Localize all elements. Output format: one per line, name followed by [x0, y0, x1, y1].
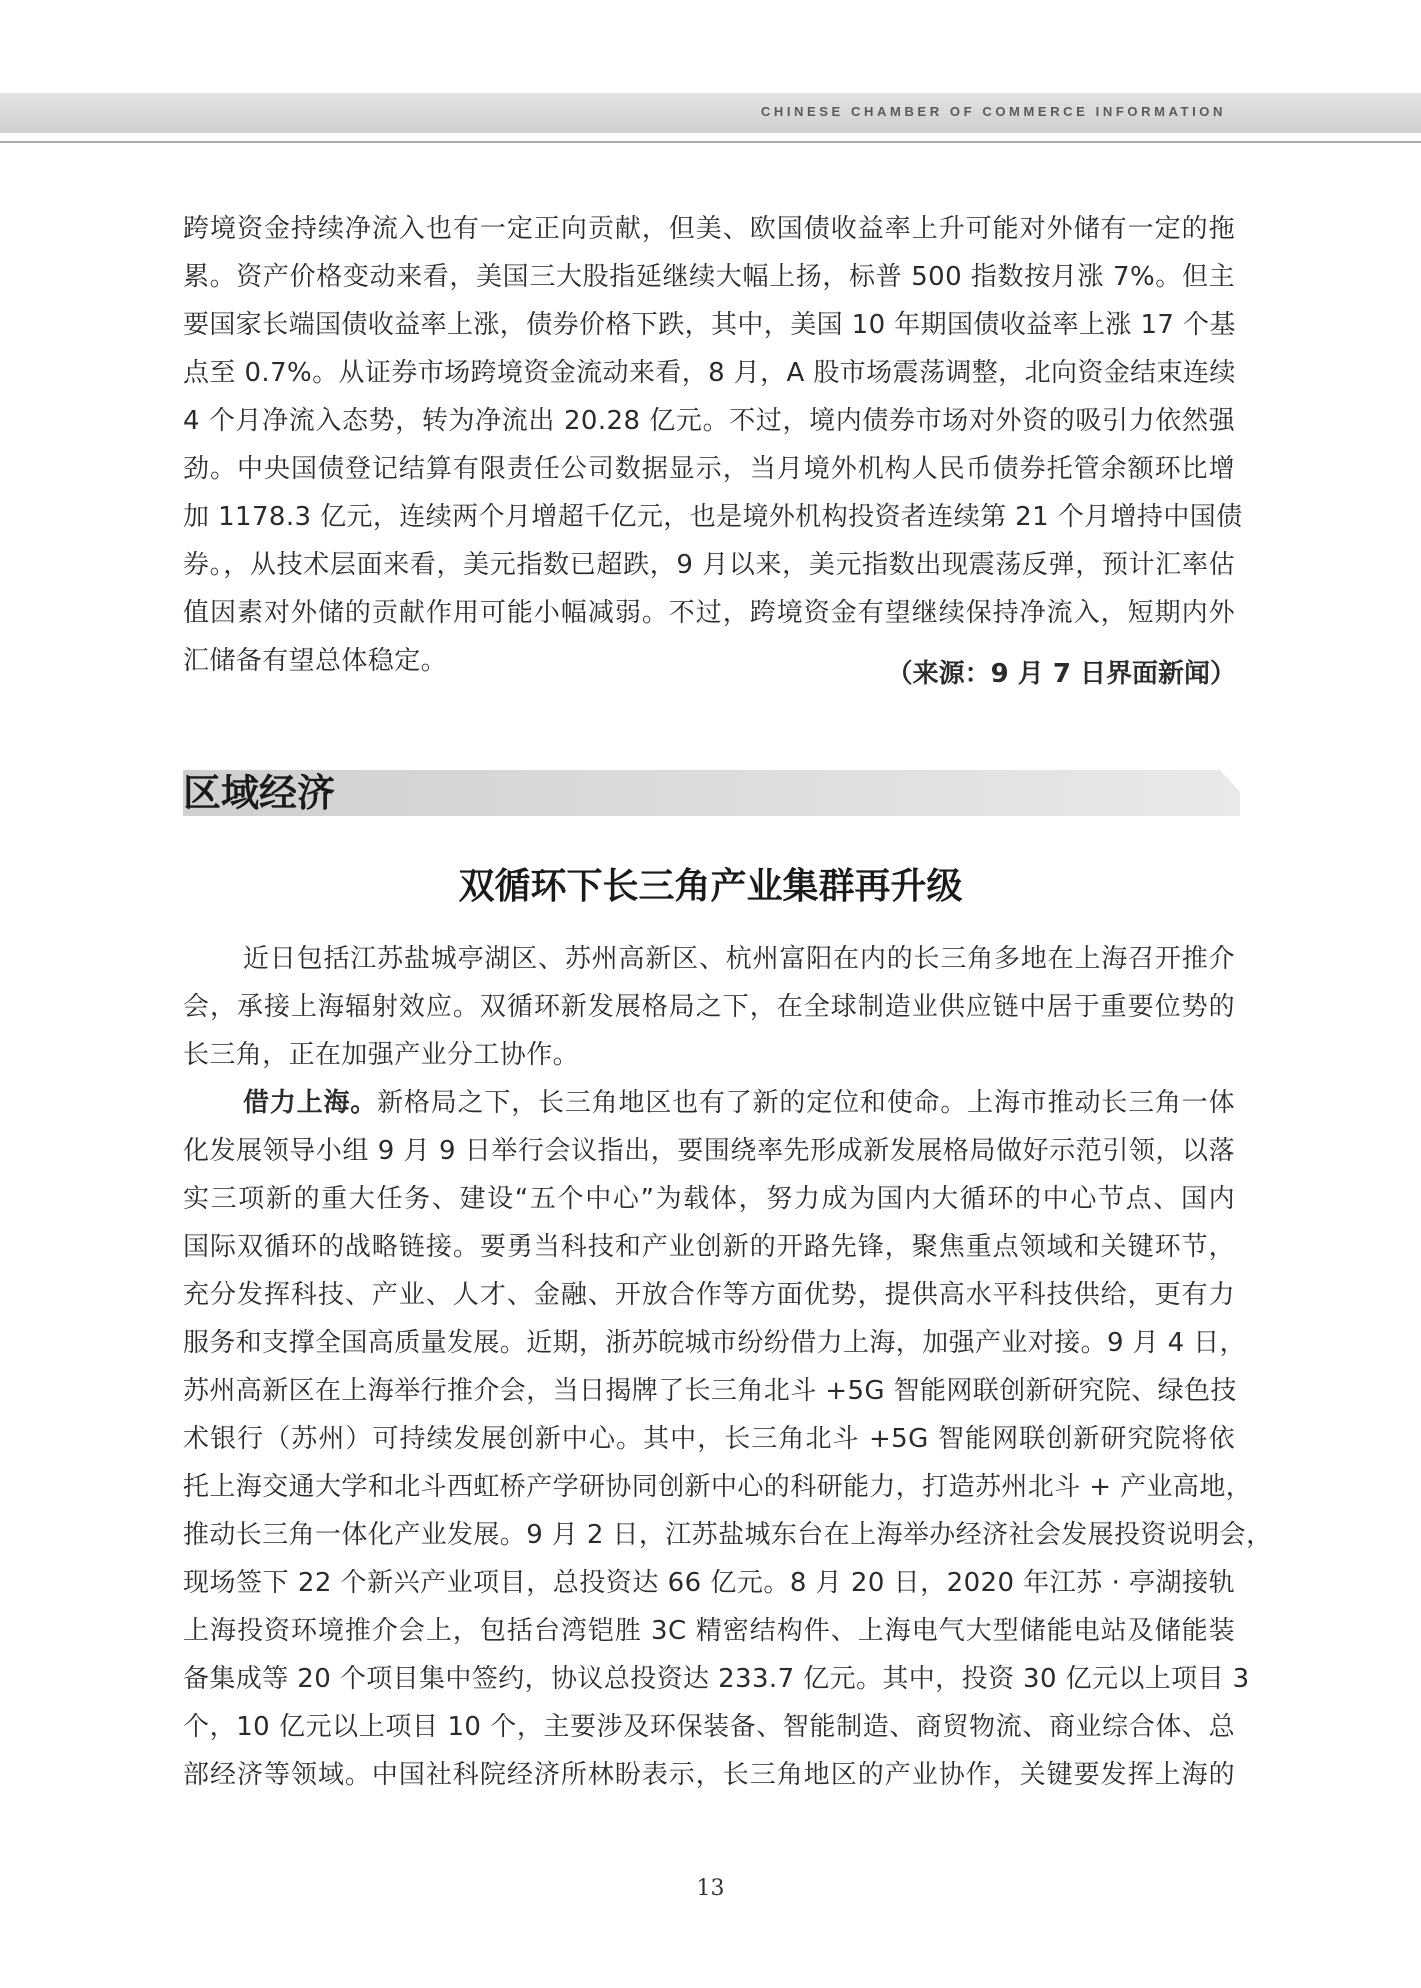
text-line: 化发展领导小组 9 月 9 日举行会议指出，要围绕率先形成新发展格局做好示范引领，以落	[183, 1136, 1235, 1166]
text-line: 实三项新的重大任务、建设“五个中心”为载体，努力成为国内大循环的中心节点、国内	[183, 1184, 1235, 1214]
text-line: 劲。中央国债登记结算有限责任公司数据显示，当月境外机构人民币债券托管余额环比增	[183, 454, 1235, 484]
text-line: 术银行（苏州）可持续发展创新中心。其中，长三角北斗 +5G 智能网联创新研究院将依	[183, 1424, 1235, 1454]
text-line: 跨境资金持续净流入也有一定正向贡献，但美、欧国债收益率上升可能对外储有一定的拖	[183, 214, 1235, 244]
running-header: CHINESE CHAMBER OF COMMERCE INFORMATION	[760, 104, 1226, 119]
text-line: 近日包括江苏盐城亭湖区、苏州高新区、杭州富阳在内的长三角多地在上海召开推介	[243, 944, 1235, 974]
text-line: 汇储备有望总体稳定。	[183, 646, 448, 676]
header-rule	[0, 141, 1421, 143]
text-line: 上海投资环境推介会上，包括台湾铠胜 3C 精密结构件、上海电气大型储能电站及储能装	[183, 1616, 1235, 1646]
text-line: 现场签下 22 个新兴产业项目，总投资达 66 亿元。8 月 20 日，2020 年江苏 · 亭湖接轨	[183, 1568, 1235, 1598]
body-first-line	[183, 1079, 1235, 1127]
lead-bold: 借力上海。	[243, 1088, 378, 1118]
text-line: 服务和支撑全国高质量发展。近期，浙苏皖城市纷纷借力上海，加强产业对接。9 月 4 日，	[183, 1328, 1247, 1358]
article-title: 双循环下长三角产业集群再升级	[458, 866, 963, 907]
body-first-line-text: 新格局之下，长三角地区也有了新的定位和使命。上海市推动长三角一体	[377, 1088, 1235, 1118]
text-line: 部经济等领域。中国社科院经济所林盼表示，长三角地区的产业协作，关键要发挥上海的	[183, 1760, 1235, 1790]
body-paragraph	[183, 1079, 1273, 1799]
text-line: 长三角，正在加强产业分工协作。	[183, 1040, 580, 1070]
section-title: 区域经济	[183, 770, 336, 815]
text-line: 托上海交通大学和北斗西虹桥产学研协同创新中心的科研能力，打造苏州北斗 + 产业高地，	[183, 1472, 1253, 1502]
text-line: 苏州高新区在上海举行推介会，当日揭牌了长三角北斗 +5G 智能网联创新研究院、绿色技	[183, 1376, 1237, 1406]
text-line: 个，10 亿元以上项目 10 个，主要涉及环保装备、智能制造、商贸物流、商业综合体、总	[183, 1712, 1235, 1742]
text-line: 推动长三角一体化产业发展。9 月 2 日，江苏盐城东台在上海举办经济社会发展投资说明会，	[183, 1520, 1273, 1550]
text-line: 充分发挥科技、产业、人才、金融、开放合作等方面优势，提供高水平科技供给，更有力	[183, 1280, 1235, 1310]
text-line: 加 1178.3 亿元，连续两个月增超千亿元，也是境外机构投资者连续第 21 个月增持中国债	[183, 502, 1243, 532]
text-line: 累。资产价格变动来看，美国三大股指延继续大幅上扬，标普 500 指数按月涨 7%。但主	[183, 262, 1235, 292]
text-line: 4 个月净流入态势，转为净流出 20.28 亿元。不过，境内债券市场对外资的吸引力依然强	[183, 406, 1235, 436]
source-citation: （来源：9 月 7 日界面新闻）	[886, 659, 1236, 689]
intro-paragraph	[183, 935, 1235, 1079]
text-line: 国际双循环的战略链接。要勇当科技和产业创新的开路先锋，聚焦重点领域和关键环节，	[183, 1232, 1235, 1262]
text-line: 点至 0.7%。从证券市场跨境资金流动来看，8 月，A 股市场震荡调整，北向资金结束连续	[183, 358, 1236, 388]
text-line: 券。，从技术层面来看，美元指数已超跌，9 月以来，美元指数出现震荡反弹，预计汇率估	[183, 550, 1235, 580]
text-line: 值因素对外储的贡献作用可能小幅减弱。不过，跨境资金有望继续保持净流入，短期内外	[183, 598, 1235, 628]
text-line: 要国家长端国债收益率上涨，债券价格下跌，其中，美国 10 年期国债收益率上涨 17 个基	[183, 310, 1236, 340]
text-line: 备集成等 20 个项目集中签约，协议总投资达 233.7 亿元。其中，投资 30 亿元以上项目 3	[183, 1664, 1250, 1694]
text-line: 会，承接上海辐射效应。双循环新发展格局之下，在全球制造业供应链中居于重要位势的	[183, 992, 1235, 1022]
section-bar	[183, 770, 1240, 816]
page-number: 13	[696, 1876, 725, 1901]
top-paragraph	[183, 205, 1243, 685]
